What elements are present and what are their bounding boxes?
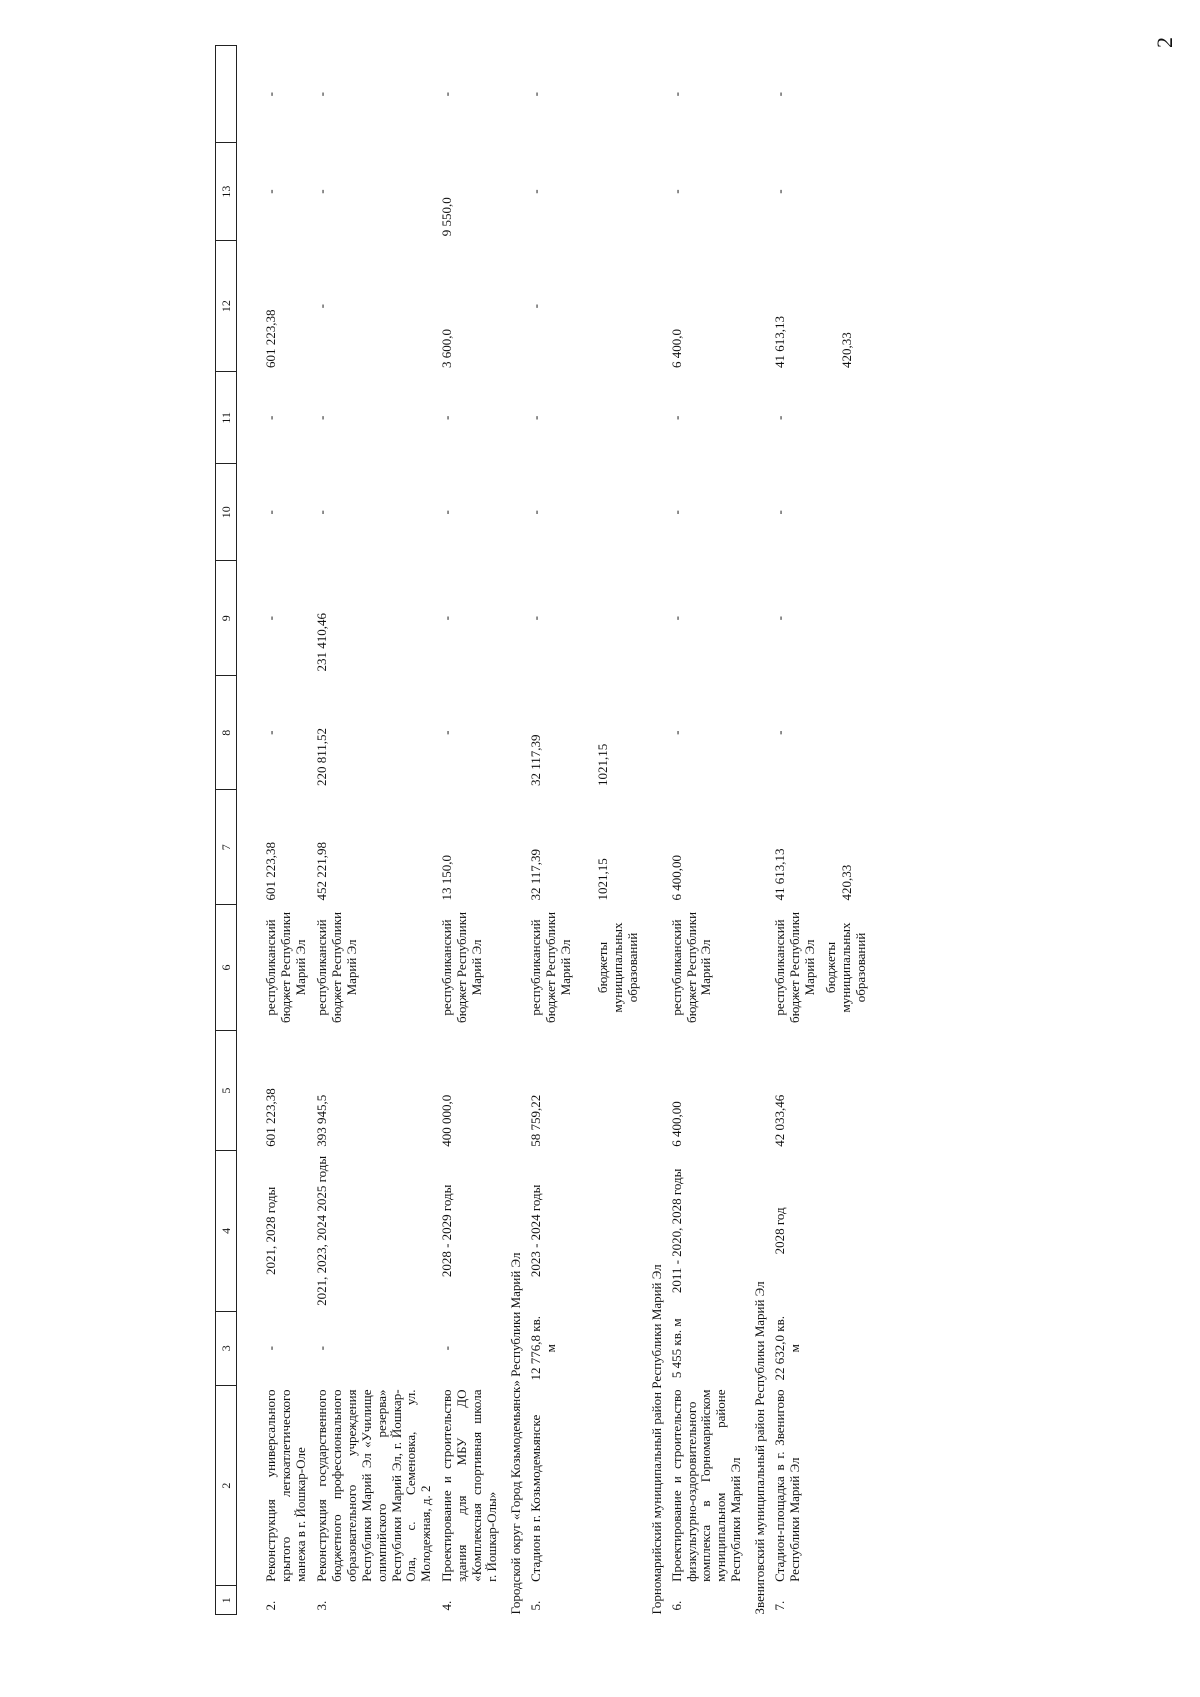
amount-col-11: -: [313, 415, 329, 420]
object-name: Проектирование и строительство физкультурно-оздоровительного комплекса в Горномарийском муниципальном районе Республики Марий Эл: [668, 1389, 744, 1582]
funding-source-1: республиканский бюджет Республики Марий Эл: [772, 911, 818, 1023]
amount-col-10: -: [313, 510, 329, 515]
amount-col-11: -: [439, 415, 455, 420]
total-amount: 601 223,38: [263, 841, 278, 901]
period: 2028 - 2029 годы: [439, 1184, 455, 1278]
capacity: -: [439, 1346, 455, 1351]
amount-col-10: -: [772, 510, 788, 515]
period: 2028 год: [772, 1207, 788, 1255]
total-amount: 452 221,98: [313, 841, 329, 901]
amount-col-14: -: [668, 92, 684, 97]
amount-2: 420,33: [839, 332, 855, 368]
amount-col-13: -: [528, 189, 543, 194]
funding-source: республиканский бюджет Республики Марий Эл: [263, 911, 308, 1023]
table-row: [261, 46, 312, 1615]
table-row: [437, 46, 503, 1615]
section-title: Городской округ «Город Козьмодемьянск» Республики Марий Эл: [508, 1252, 524, 1615]
col-header-4: 4: [216, 1151, 237, 1311]
amount-col-14: -: [313, 92, 329, 97]
amount-col-11: -: [772, 415, 788, 420]
amount-col-13: -: [668, 189, 684, 194]
capacity: 5 455 кв. м: [668, 1318, 684, 1379]
section-header-row: [747, 46, 770, 1615]
amount-col-12: -: [528, 303, 543, 309]
funding-source-1: республиканский бюджет Республики Марий Эл: [528, 911, 573, 1023]
amount-col-8: 220 811,52: [313, 727, 329, 786]
section-header-row: [503, 46, 526, 1615]
amount-col-11: -: [528, 415, 543, 420]
period: 2021, 2028 годы: [263, 1186, 278, 1275]
column-number-row: [216, 46, 237, 1615]
col-header-10: 10: [216, 464, 237, 561]
amount-col-8: -: [668, 730, 684, 735]
period: 2021, 2023, 2024 2025 годы: [313, 1155, 329, 1306]
total-amount: [526, 790, 644, 905]
amount-col-8: [526, 675, 644, 790]
amount-col-14: -: [528, 92, 543, 97]
amount-col-14: -: [263, 92, 278, 97]
amount-2: 1021,15: [594, 743, 610, 786]
rotated-table-container: [215, 45, 995, 1615]
col-header-2: 2: [216, 1385, 237, 1585]
amount-col-11: -: [263, 415, 278, 420]
amount-col-10: -: [263, 510, 278, 515]
funding-source: республиканский бюджет Республики Марий Эл: [668, 911, 714, 1023]
amount-col-12: 3 600,0: [439, 328, 455, 368]
amount-col-9: -: [528, 616, 543, 621]
col-header-3: 3: [216, 1311, 237, 1385]
row-number: 2.: [263, 1600, 278, 1611]
amount-2: 420,33: [839, 864, 855, 901]
estimated-cost: 58 759,22: [528, 1094, 543, 1147]
col-header-5: 5: [216, 1030, 237, 1150]
amount-col-9: -: [263, 616, 278, 621]
amount-col-10: -: [528, 510, 543, 515]
col-header-11: 11: [216, 372, 237, 464]
col-header-14: [216, 46, 237, 143]
page-number: 2: [1152, 37, 1177, 48]
table-row: [312, 46, 438, 1615]
amount-1: 32 117,39: [528, 848, 543, 901]
amount-col-8: -: [772, 730, 788, 735]
col-header-1: 1: [216, 1586, 237, 1615]
amount-col-12: [770, 240, 872, 372]
section-title: Горномарийский муниципальный район Республики Марий Эл: [648, 1264, 664, 1615]
amount-col-13: -: [263, 189, 278, 194]
col-header-7: 7: [216, 790, 237, 905]
estimated-cost: 6 400,00: [668, 1101, 684, 1147]
col-header-12: 12: [216, 240, 237, 372]
col-header-8: 8: [216, 675, 237, 790]
amount-2: 1021,15: [594, 858, 610, 901]
funding-source: республиканский бюджет Республики Марий Эл: [439, 911, 485, 1023]
object-name: Стадион-площадка в г. Звенигово Республики Марий Эл: [772, 1389, 803, 1582]
amount-1: 41 613,13: [772, 315, 788, 368]
row-number: 5.: [528, 1600, 543, 1611]
capacity: 12 776,8 кв. м: [528, 1316, 558, 1381]
capacity: -: [313, 1346, 329, 1351]
col-header-13: 13: [216, 143, 237, 240]
amount-col-14: -: [772, 92, 788, 97]
amount-col-8: -: [439, 730, 455, 735]
total-amount: 13 150,0: [439, 854, 455, 901]
row-number: 7.: [772, 1600, 788, 1611]
amount-col-9: -: [668, 616, 684, 621]
estimated-cost: 42 033,46: [772, 1094, 788, 1147]
amount-col-13: 9 550,0: [439, 197, 455, 237]
table-row: [526, 46, 644, 1615]
funding-source: [526, 904, 644, 1030]
investment-table: [215, 45, 872, 1615]
funding-source-2: бюджеты муниципальных образований: [823, 922, 868, 1013]
amount-col-9: -: [772, 616, 788, 621]
amount-1: 32 117,39: [528, 734, 543, 786]
col-header-9: 9: [216, 561, 237, 676]
amount-col-13: -: [313, 189, 329, 194]
table-row: [770, 46, 872, 1615]
amount-col-9: -: [439, 616, 455, 621]
total-amount: [770, 790, 872, 905]
estimated-cost: 400 000,0: [439, 1094, 455, 1147]
object-name: Реконструкция государственного бюджетного профессионального образовательного учреждения Республики Марий Эл «Училище олимпийского резерва» Республики Марий Эл, г. Йошкар-Ола, с. Семеновка, ул. Молодежная, д. 2: [313, 1389, 434, 1582]
estimated-cost: 601 223,38: [263, 1088, 278, 1147]
amount-col-8: -: [263, 730, 278, 735]
object-name: Стадион в г. Козьмодемьянске: [528, 1414, 543, 1582]
total-amount: 6 400,00: [668, 854, 684, 901]
funding-source-2: бюджеты муниципальных образований: [594, 922, 640, 1013]
funding-source: республиканский бюджет Республики Марий Эл: [313, 911, 359, 1023]
amount-col-9: 231 410,46: [313, 612, 329, 672]
amount-col-10: -: [668, 510, 684, 515]
period: 2023 - 2024 годы: [528, 1184, 543, 1278]
row-number: 3.: [313, 1600, 329, 1611]
amount-col-13: -: [772, 189, 788, 194]
amount-col-14: -: [439, 92, 455, 97]
amount-col-10: -: [439, 510, 455, 515]
period: 2011 - 2020, 2028 годы: [668, 1168, 684, 1294]
row-number: 6.: [668, 1600, 684, 1611]
amount-col-12: 601 223,38: [263, 309, 278, 368]
row-number: 4.: [439, 1600, 455, 1611]
amount-col-12: 6 400,0: [668, 328, 684, 368]
object-name: Проектирование и строительство здания для МБУ ДО «Комплексная спортивная школа г. Йошкар-Олы»: [439, 1389, 500, 1582]
section-header-row: [644, 46, 667, 1615]
capacity: -: [263, 1346, 278, 1351]
col-header-6: 6: [216, 904, 237, 1030]
capacity: 22 632,0 кв. м: [772, 1316, 803, 1381]
object-name: Реконструкция универсального крытого легкоатлетического манежа в г. Йошкар-Оле: [263, 1389, 308, 1582]
section-title: Звениговский муниципальный район Республики Марий Эл: [752, 1281, 768, 1615]
amount-col-12: -: [313, 303, 329, 309]
table-row: [667, 46, 748, 1615]
amount-1: 41 613,13: [772, 848, 788, 901]
estimated-cost: 393 945,5: [313, 1094, 329, 1147]
funding-source: [770, 904, 872, 1030]
amount-col-11: -: [668, 415, 684, 420]
